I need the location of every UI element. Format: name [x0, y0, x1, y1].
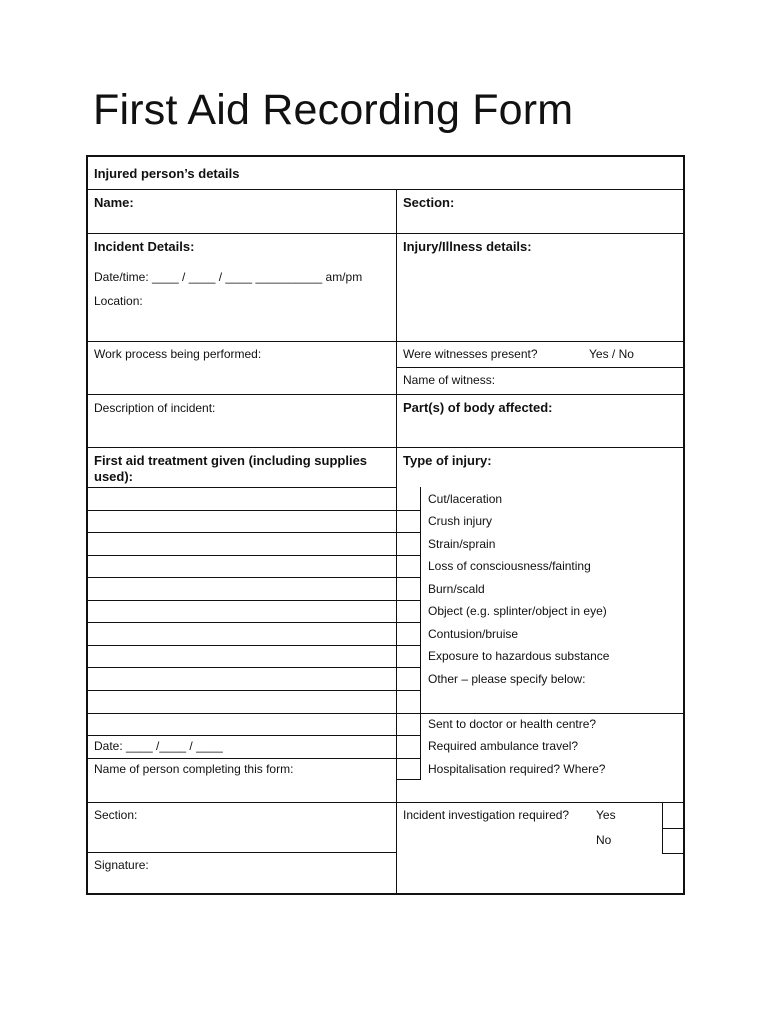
investigation-label: Incident investigation required? — [403, 808, 570, 822]
divider — [88, 758, 397, 759]
divider — [88, 532, 397, 533]
followup-item[interactable]: Sent to doctor or health centre? — [428, 717, 597, 731]
yes-no-box-line — [662, 853, 685, 854]
witness-name-field[interactable]: Name of witness: — [403, 373, 496, 387]
checkbox-line — [397, 645, 421, 646]
first-aid-form — [86, 155, 685, 895]
checkbox-line — [397, 622, 421, 623]
divider — [397, 367, 685, 368]
witnesses-label: Were witnesses present? — [403, 347, 538, 361]
divider — [88, 690, 397, 691]
section-label: Section: — [403, 195, 455, 210]
investigation-yes[interactable]: Yes — [596, 808, 616, 822]
treatment-label: First aid treatment given (including supplies — [94, 453, 368, 468]
name-label: Name: — [94, 195, 134, 210]
injury-type-item[interactable]: Contusion/bruise — [428, 627, 519, 641]
witnesses-options[interactable]: Yes / No — [589, 347, 634, 361]
followup-item[interactable]: Hospitalisation required? Where? — [428, 762, 606, 776]
work-process-field[interactable]: Work process being performed: — [94, 347, 262, 361]
investigation-no[interactable]: No — [596, 833, 612, 847]
injured-header: Injured person’s details — [94, 166, 240, 181]
injury-illness-label: Injury/Illness details: — [403, 239, 532, 254]
injury-type-item[interactable]: Burn/scald — [428, 582, 485, 596]
divider — [88, 713, 685, 714]
location-field[interactable]: Location: — [94, 294, 143, 308]
divider — [88, 510, 397, 511]
section-field[interactable]: Section: — [94, 808, 138, 822]
column-divider — [396, 189, 397, 895]
divider — [88, 233, 685, 234]
treatment-label-cont: used): — [94, 469, 133, 484]
checkbox-line — [397, 735, 421, 736]
incident-details-label: Incident Details: — [94, 239, 195, 254]
divider — [88, 189, 685, 190]
injury-type-item[interactable]: Object (e.g. splinter/object in eye) — [428, 604, 607, 618]
checkbox-line — [397, 600, 421, 601]
checkbox-line — [397, 779, 421, 780]
divider — [88, 645, 397, 646]
checkbox-line — [397, 555, 421, 556]
divider — [88, 487, 397, 488]
checkbox-line — [397, 577, 421, 578]
checkbox-line — [397, 532, 421, 533]
divider — [88, 802, 685, 803]
divider — [88, 447, 685, 448]
divider — [88, 341, 685, 342]
checkbox-line — [397, 667, 421, 668]
divider — [88, 735, 397, 736]
injury-type-item[interactable]: Loss of consciousness/fainting — [428, 559, 591, 573]
divider — [88, 852, 397, 853]
date-field[interactable]: Date: ____ /____ / ____ — [94, 739, 223, 753]
divider — [88, 577, 397, 578]
divider — [88, 394, 685, 395]
datetime-field[interactable]: Date/time: ____ / ____ / ____ __________ am/pm — [94, 270, 363, 284]
injury-type-item[interactable]: Other – please specify below: — [428, 672, 586, 686]
followup-item[interactable]: Required ambulance travel? — [428, 739, 579, 753]
divider — [88, 667, 397, 668]
description-field[interactable]: Description of incident: — [94, 401, 216, 415]
checkbox-line — [397, 690, 421, 691]
injury-type-item[interactable]: Exposure to hazardous substance — [428, 649, 610, 663]
injury-type-item[interactable]: Cut/laceration — [428, 492, 503, 506]
divider — [88, 555, 397, 556]
injury-type-item[interactable]: Strain/sprain — [428, 537, 496, 551]
checkbox-column-line — [420, 487, 421, 780]
form-title: First Aid Recording Form — [93, 86, 574, 134]
completer-name-field[interactable]: Name of person completing this form: — [94, 762, 294, 776]
injury-type-item[interactable]: Crush injury — [428, 514, 493, 528]
type-of-injury-label: Type of injury: — [403, 453, 492, 468]
divider — [88, 622, 397, 623]
checkbox-line — [397, 758, 421, 759]
signature-field[interactable]: Signature: — [94, 858, 149, 872]
checkbox-line — [397, 510, 421, 511]
yes-no-box-line — [662, 828, 685, 829]
body-parts-label: Part(s) of body affected: — [403, 400, 553, 415]
divider — [88, 600, 397, 601]
